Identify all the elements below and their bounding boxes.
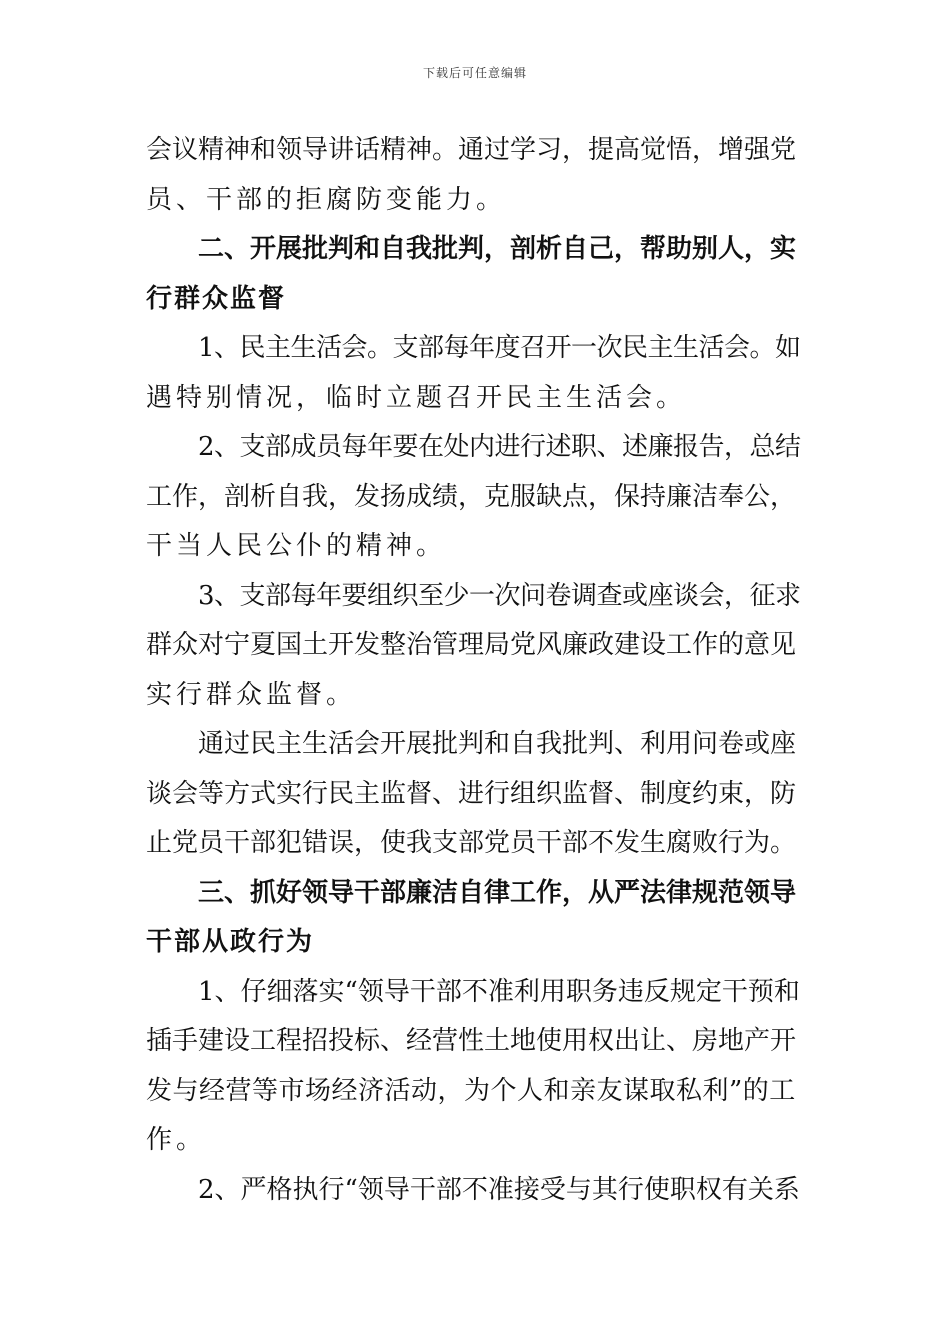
section-heading: 三、抓好领导干部廉洁自律工作，从严法律规范领导 xyxy=(198,877,797,908)
body-line: 作。 xyxy=(146,1125,207,1155)
body-line: 谈会等方式实行民主监督、进行组织监督、制度约束，防 xyxy=(146,778,797,809)
document-body xyxy=(146,126,806,1215)
section-heading: 干部从政行为 xyxy=(146,927,315,957)
body-line: 会议精神和领导讲话精神。通过学习，提高觉悟，增强党 xyxy=(146,135,797,165)
body-line: 1、仔细落实“领导干部不准利用职务违反规定干预和 xyxy=(198,976,800,1007)
body-line: 群众对宁夏国土开发整治管理局党风廉政建设工作的意见 xyxy=(146,630,797,660)
section-heading: 二、开展批判和自我批判，剖析自己，帮助别人，实 xyxy=(198,234,797,264)
body-line: 2、支部成员每年要在处内进行述职、述廉报告，总结 xyxy=(198,432,801,462)
body-line: 工作，剖析自我，发扬成绩，克服缺点，保持廉洁奉公， xyxy=(146,481,797,512)
body-line: 发与经营等市场经济活动，为个人和亲友谋取私利”的工 xyxy=(146,1075,796,1106)
body-line: 通过民主生活会开展批判和自我批判、利用问卷或座 xyxy=(198,729,797,759)
body-line: 1、民主生活会。支部每年度召开一次民主生活会。如 xyxy=(198,333,801,363)
page-header-note: 下载后可任意编辑 xyxy=(422,66,527,80)
body-line: 插手建设工程招投标、经营性土地使用权出让、房地产开 xyxy=(146,1026,797,1056)
body-line: 员、干部的拒腐防变能力。 xyxy=(146,184,507,215)
body-line: 干当人民公仆的精神。 xyxy=(146,531,447,561)
body-line: 2、严格执行“领导干部不准接受与其行使职权有关系 xyxy=(198,1174,800,1205)
section-heading: 行群众监督 xyxy=(146,283,287,314)
body-line: 实行群众监督。 xyxy=(146,679,357,710)
body-line: 3、支部每年要组织至少一次问卷调查或座谈会，征求 xyxy=(198,580,801,611)
body-line: 止党员干部犯错误，使我支部党员干部不发生腐败行为。 xyxy=(146,828,797,858)
body-line: 遇特别情况，临时立题召开民主生活会。 xyxy=(146,382,687,413)
